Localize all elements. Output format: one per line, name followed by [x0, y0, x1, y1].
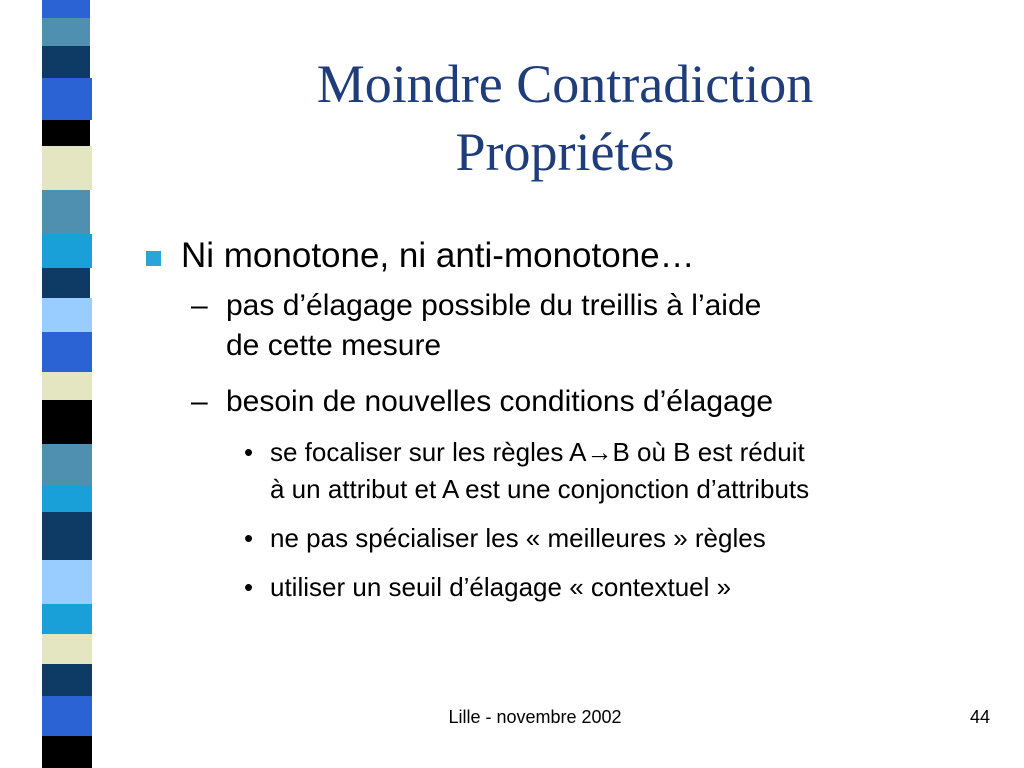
bullet-level3 — [244, 520, 1004, 557]
dash-marker: – — [191, 385, 208, 418]
bullet-text: utiliser un seuil d’élagage « contextuel » — [270, 572, 732, 602]
bullet-level2 — [191, 382, 1004, 422]
dot-marker: • — [244, 437, 254, 467]
square-bullet-icon — [146, 251, 161, 266]
bullet-text-line2: à un attribut et A est une conjonction d’attributs — [270, 474, 810, 504]
bullet-text: ne pas spécialiser les « meilleures » règles — [270, 523, 766, 553]
page-number: 44 — [969, 707, 990, 727]
dot-marker: • — [244, 572, 254, 602]
dot-marker: • — [244, 523, 254, 553]
decorative-left-strip — [0, 0, 120, 768]
footer-text: Lille - novembre 2002 — [448, 707, 622, 727]
bullet-level2 — [191, 286, 1004, 366]
bullet-text: Ni monotone, ni anti-monotone… — [181, 236, 695, 275]
bullet-level3 — [244, 434, 1004, 508]
bullet-text: besoin de nouvelles conditions d’élagage — [226, 385, 774, 418]
title-line-2: Propriétés — [455, 122, 675, 182]
slide-title — [150, 50, 980, 186]
bullet-text-line1: se focaliser sur les règles A→B où B est réduit — [270, 437, 805, 467]
dash-marker: – — [191, 289, 208, 322]
slide-body — [144, 232, 1004, 606]
title-line-1: Moindre Contradiction — [316, 54, 814, 114]
bullet-text-line2: de cette mesure — [226, 329, 442, 362]
bullet-level1 — [144, 232, 1004, 280]
bullet-text-line1: pas d’élagage possible du treillis à l’aide — [226, 289, 762, 322]
bullet-level3 — [244, 569, 1004, 606]
